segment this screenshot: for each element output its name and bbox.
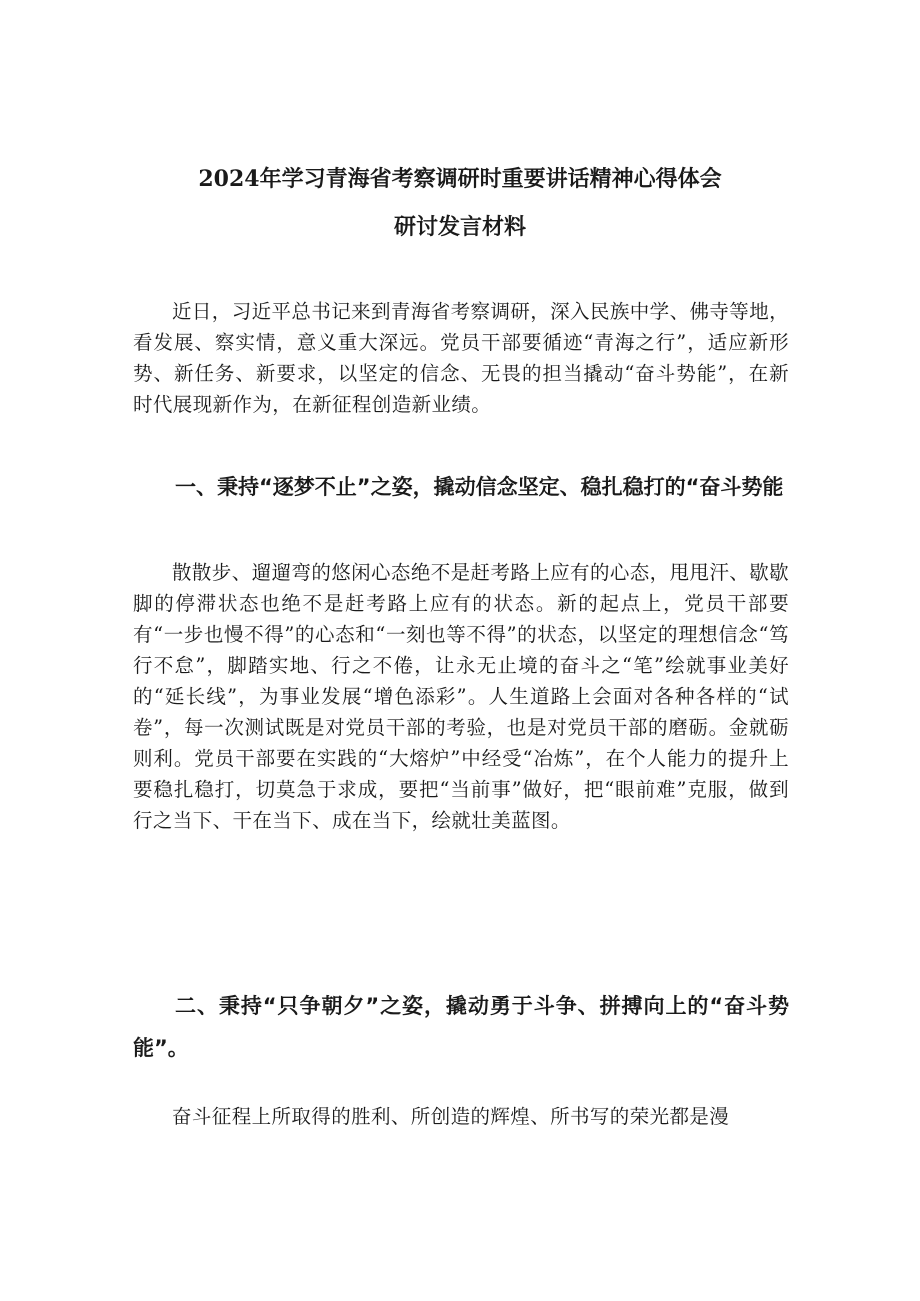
paragraph-section-2: 奋斗征程上所取得的胜利、所创造的辉煌、所书写的荣光都是漫	[172, 1105, 730, 1128]
paragraph-section-1: 散散步、遛遛弯的悠闲心态绝不是赶考路上应有的心态，甩甩汗、歇歇脚的停滞状态也绝不是赶考路上应有的状态。新的起点上，党员干部要有“一步也慢不得”的心态和“一刻也等不得”的状态，以坚定的理想信念“笃行不怠”，脚踏实地、行之不倦，让永无止境的奋斗之“笔”绘就事业美好的“延长线”，为事业发展“增色添彩”。人生道路上会面对各种各样的“试卷”，每一次测试既是对党员干部的考验，也是对党员干部的磨砺。金就砺则利。党员干部要在实践的“大熔炉”中经受“冶炼”，在个人能力的提升上要稳扎稳打，切莫急于求成，要把“当前事”做好，把“眼前难”克服，做到行之当下、干在当下、成在当下，绘就壮美蓝图。	[133, 561, 789, 832]
section-heading-1: 一、秉持“逐梦不止”之姿，撬动信念坚定、稳扎稳打的“奋斗势能	[175, 475, 784, 499]
paragraph-intro: 近日，习近平总书记来到青海省考察调研，深入民族中学、佛寺等地，看发展、察实情，意义重大深远。党员干部要循迹“青海之行”，适应新形势、新任务、新要求，以坚定的信念、无畏的担当撬动“奋斗势能”，在新时代展现新作为，在新征程创造新业绩。	[133, 300, 789, 416]
document-subtitle: 研讨发言材料	[393, 214, 526, 240]
document-title: 2024年学习青海省考察调研时重要讲话精神心得体会	[198, 166, 722, 192]
section-heading-2: 二、秉持“只争朝夕”之姿，撬动勇于斗争、拼搏向上的“奋斗势能”。	[133, 994, 789, 1060]
